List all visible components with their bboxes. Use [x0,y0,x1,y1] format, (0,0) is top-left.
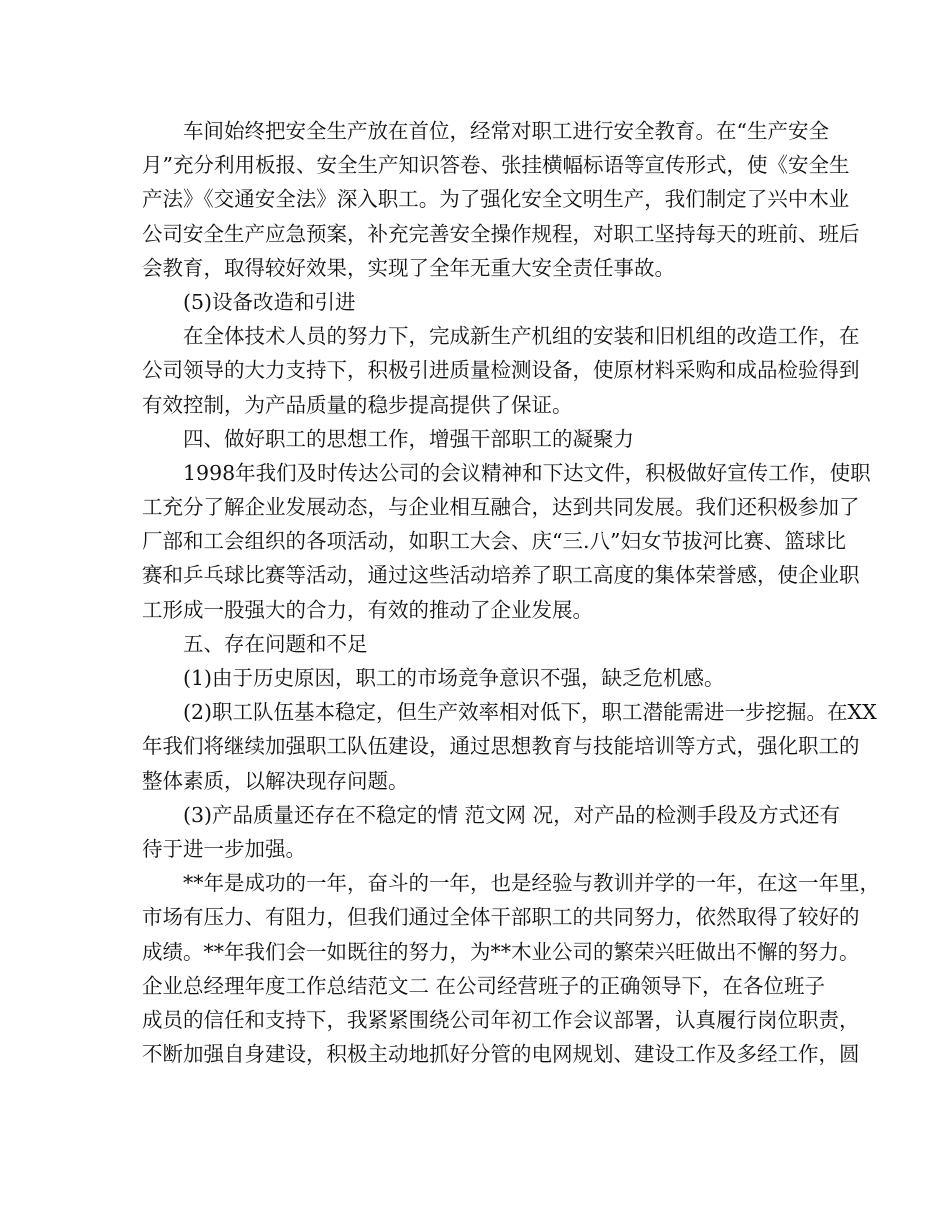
section-heading: 五、存在问题和不足 [183,631,368,656]
paragraph-line: 产法》《交通安全法》深入职工。为了强化安全文明生产，我们制定了兴中木业 [142,187,850,212]
paragraph-line: 工充分了解企业发展动态，与企业相互融合，达到共同发展。我们还积极参加了 [142,495,860,520]
paragraph-line: 会教育，取得较好效果，实现了全年无重大安全责任事故。 [142,255,675,280]
paragraph-line: 成员的信任和支持下，我紧紧围绕公司年初工作会议部署，认真履行岗位职责， [142,1007,860,1032]
paragraph-line: 车间始终把安全生产放在首位，经常对职工进行安全教育。在“生产安全 [183,119,829,143]
paragraph-line: 月”充分利用板报、安全生产知识答卷、张挂横幅标语等宣传形式，使《安全生 [142,153,850,178]
paragraph-line: (3)产品质量还存在不稳定的情 范文网 况，对产品的检测手段及方式还有 [183,802,841,827]
paragraph-line: 年我们将继续加强职工队伍建设，通过思想教育与技能培训等方式，强化职工的 [142,734,860,759]
paragraph-line: 厂部和工会组织的各项活动，如职工大会、庆“三.八”妇女节拔河比赛、篮球比 [142,529,846,554]
paragraph-line: 工形成一股强大的合力，有效的推动了企业发展。 [142,597,593,622]
paragraph-line: 市场有压力、有阻力，但我们通过全体干部职工的共同努力，依然取得了较好的 [142,905,860,930]
section-heading: (5)设备改造和引进 [183,289,356,314]
paragraph-line: (2)职工队伍基本稳定，但生产效率相对低下，职工潜能需进一步挖掘。在XX [183,700,877,725]
paragraph-line: 企业总经理年度工作总结范文二 在公司经营班子的正确领导下，在各位班子 [142,973,826,998]
paragraph-line: 公司安全生产应急预案，补充完善安全操作规程，对职工坚持每天的班前、班后 [142,221,860,246]
paragraph-line: 1998年我们及时传达公司的会议精神和下达文件，积极做好宣传工作，使职 [183,460,871,485]
paragraph-line: **年是成功的一年，奋斗的一年，也是经验与教训并学的一年，在这一年里， [183,871,880,896]
paragraph-line: 整体素质，以解决现存问题。 [142,768,409,793]
paragraph-line: 有效控制，为产品质量的稳步提高提供了保证。 [142,392,573,417]
paragraph-line: 不断加强自身建设，积极主动地抓好分管的电网规划、建设工作及多经工作，圆 [142,1042,860,1067]
paragraph-line: 公司领导的大力支持下，积极引进质量检测设备，使原材料采购和成品检验得到 [142,358,860,383]
paragraph-line: 在全体技术人员的努力下，完成新生产机组的安装和旧机组的改造工作，在 [183,324,860,349]
document-body [142,114,880,1071]
paragraph-line: 赛和乒乓球比赛等活动，通过这些活动培养了职工高度的集体荣誉感，使企业职 [142,563,860,588]
paragraph-line: 待于进一步加强。 [142,836,306,861]
paragraph-line: 成绩。**年我们会一如既往的努力，为**木业公司的繁荣兴旺做出不懈的努力。 [142,939,860,964]
paragraph-line: (1)由于历史原因，职工的市场竞争意识不强，缺乏危机感。 [183,666,725,690]
section-heading: 四、做好职工的思想工作，增强干部职工的凝聚力 [183,426,634,451]
